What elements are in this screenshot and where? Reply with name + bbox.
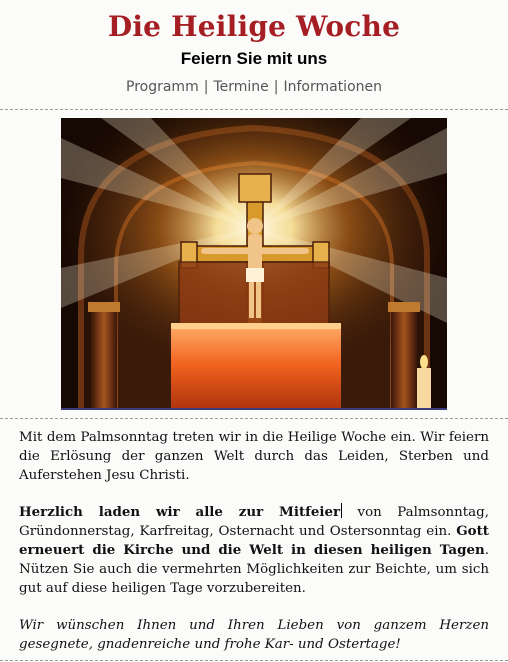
- nav-link-informationen[interactable]: Informationen: [283, 79, 382, 95]
- page-subtitle: Feiern Sie mit uns: [180, 49, 328, 68]
- article-body: [19, 428, 489, 654]
- nav-link-programm[interactable]: Programm: [126, 79, 199, 95]
- confession-text: . Nützen Sie auch die vermehrten Möglichkeiten zur Beichte, um sich gut auf diese heiligen Tage vorzubereiten.: [19, 543, 489, 596]
- greeting-paragraph: Wir wünschen Ihnen und Ihren Lieben von ganzem Herzen gesegnete, gnadenreiche und frohe Kar- und Ostertage!: [19, 618, 489, 652]
- crucifix-illustration: [61, 118, 447, 408]
- nav-separator: |: [203, 79, 209, 95]
- hero-image: [61, 118, 447, 410]
- main-nav: [0, 79, 508, 95]
- nav-separator: |: [273, 79, 279, 95]
- intro-paragraph: Mit dem Palmsonntag treten wir in die Heilige Woche ein. Wir feiern die Erlösung der ganzen Welt durch das Leiden, Sterben und Auferstehen Jesu Christi.: [19, 430, 489, 483]
- divider-bottom: [0, 660, 508, 661]
- divider-top: [0, 109, 508, 110]
- page-title: Die Heilige Woche: [107, 10, 401, 43]
- renewal-bold: Gott erneuert die Kirche und die Welt in diesen heiligen Tagen: [19, 523, 489, 558]
- divider-middle: [0, 418, 508, 419]
- invitation-paragraph: [19, 503, 489, 598]
- nav-link-termine[interactable]: Termine: [213, 79, 269, 95]
- invitation-bold: Herzlich laden wir alle zur Mitfeier: [19, 504, 341, 520]
- invitation-text: von Palmsonntag, Gründonnerstag, Karfreitag, Osternacht und Ostersonntag ein.: [19, 505, 489, 539]
